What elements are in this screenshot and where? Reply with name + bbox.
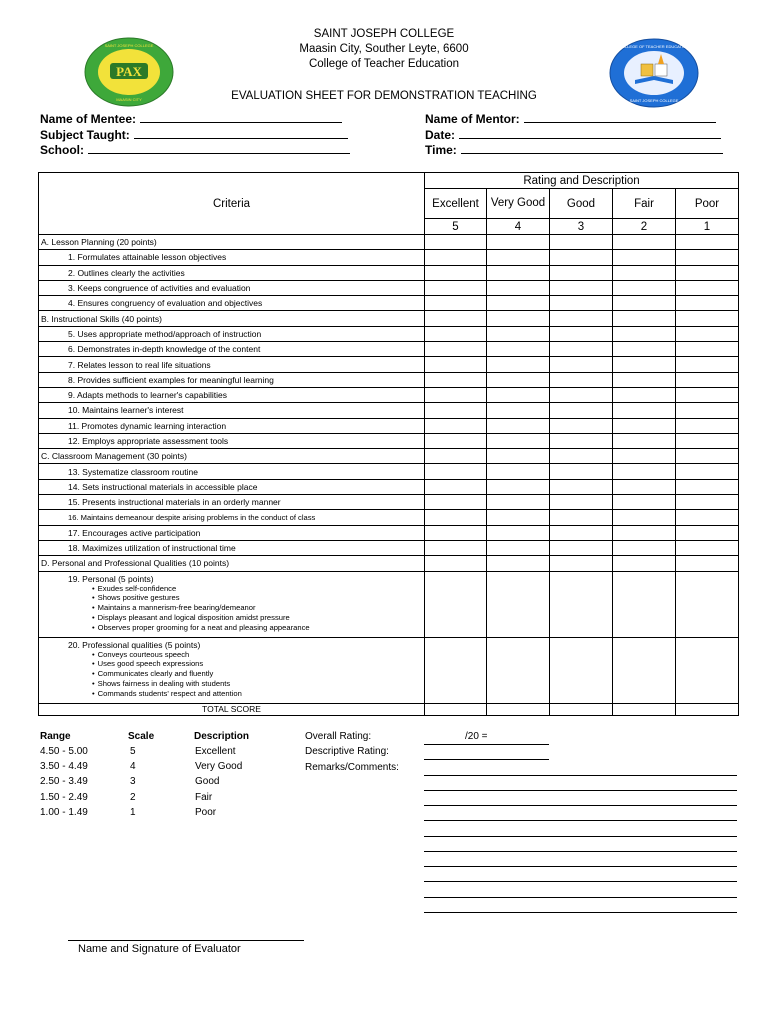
rating-cell[interactable] [613, 556, 676, 571]
rating-cell[interactable] [550, 540, 613, 555]
overall-rating-line[interactable] [424, 744, 549, 745]
overall-rating-value: /20 = [465, 731, 488, 742]
rating-cell[interactable] [425, 265, 487, 280]
rating-cell[interactable] [425, 525, 487, 540]
mentee-label: Name of Mentee: [40, 112, 137, 126]
rating-cell[interactable] [425, 703, 487, 715]
rating-cell[interactable] [550, 280, 613, 295]
legend-range: 1.00 - 1.49 [40, 806, 88, 818]
rating-cell[interactable] [487, 703, 550, 715]
rating-cell[interactable] [676, 449, 739, 464]
criterion-bullet: • Communicates clearly and fluently [92, 669, 424, 679]
remarks-line[interactable] [424, 836, 737, 837]
rating-cell[interactable] [425, 571, 487, 637]
rating-cell[interactable] [425, 449, 487, 464]
legend-scale: 1 [130, 806, 136, 818]
date-field[interactable] [425, 128, 721, 142]
rating-cell[interactable] [425, 433, 487, 448]
rating-cell[interactable] [487, 540, 550, 555]
rating-cell[interactable] [676, 265, 739, 280]
rating-cell[interactable] [676, 433, 739, 448]
criterion-item: 5. Uses appropriate method/approach of instruction [39, 326, 425, 341]
mentee-blank[interactable] [140, 112, 342, 123]
rating-cell[interactable] [487, 449, 550, 464]
rating-cell[interactable] [676, 525, 739, 540]
remarks-line[interactable] [424, 851, 737, 852]
date-blank[interactable] [459, 128, 721, 139]
column-good: Good [550, 189, 613, 219]
rating-cell[interactable] [550, 265, 613, 280]
legend-range: 4.50 - 5.00 [40, 746, 88, 757]
rating-cell[interactable] [676, 703, 739, 715]
rating-cell[interactable] [676, 280, 739, 295]
rating-cell[interactable] [676, 464, 739, 479]
rating-cell[interactable] [550, 296, 613, 311]
rating-cell[interactable] [550, 479, 613, 494]
criterion-item: 16. Maintains demeanour despite arising problems in the conduct of class [39, 510, 425, 525]
rating-cell[interactable] [550, 418, 613, 433]
legend-description: Very Good [195, 761, 243, 773]
rating-cell[interactable] [676, 571, 739, 637]
rating-cell[interactable] [425, 357, 487, 372]
criterion-item: 2. Outlines clearly the activities [39, 265, 425, 280]
legend-description: Good [195, 776, 220, 788]
criterion-item: 7. Relates lesson to real life situations [39, 357, 425, 372]
rating-cell[interactable] [613, 525, 676, 540]
criterion-bullet: • Exudes self-confidence [92, 584, 424, 594]
rating-cell[interactable] [676, 235, 739, 250]
rating-cell[interactable] [425, 235, 487, 250]
sheet-title: EVALUATION SHEET FOR DEMONSTRATION TEACHING [231, 90, 537, 102]
rating-cell[interactable] [425, 556, 487, 571]
rating-cell[interactable] [487, 495, 550, 510]
rating-cell[interactable] [550, 235, 613, 250]
rating-cell[interactable] [425, 296, 487, 311]
rating-cell[interactable] [676, 372, 739, 387]
mentee-field[interactable] [40, 112, 342, 126]
svg-text:SAINT JOSEPH COLLEGE: SAINT JOSEPH COLLEGE [104, 43, 154, 48]
criterion-item: 8. Provides sufficient examples for meaningful learning [39, 372, 425, 387]
rating-cell[interactable] [425, 479, 487, 494]
criterion-bullet: • Shows positive gestures [92, 593, 424, 603]
legend-scale: 4 [130, 761, 136, 773]
criterion-item: 1. Formulates attainable lesson objectives [39, 250, 425, 265]
svg-text:MAASIN CITY: MAASIN CITY [116, 97, 142, 102]
legend-scale-header: Scale [128, 731, 155, 742]
rating-cell[interactable] [425, 280, 487, 295]
rating-cell[interactable] [613, 296, 676, 311]
column-excellent: Excellent [425, 189, 487, 219]
rating-cell[interactable] [425, 403, 487, 418]
rating-cell[interactable] [487, 250, 550, 265]
criterion-item: 6. Demonstrates in-depth knowledge of the content [39, 342, 425, 357]
legend-range: 1.50 - 2.49 [40, 791, 88, 803]
column-fair: Fair [613, 189, 676, 219]
rating-cell[interactable] [550, 571, 613, 637]
legend-scale: 5 [130, 746, 136, 757]
criterion-item: 4. Ensures congruency of evaluation and objectives [39, 296, 425, 311]
rating-cell[interactable] [613, 280, 676, 295]
signature-line[interactable] [68, 940, 304, 941]
rating-cell[interactable] [425, 387, 487, 402]
rating-cell[interactable] [425, 495, 487, 510]
svg-text:SAINT JOSEPH COLLEGE: SAINT JOSEPH COLLEGE [629, 98, 679, 103]
criterion-bullet: • Displays pleasant and logical disposition amidst pressure [92, 613, 424, 623]
rating-cell[interactable] [487, 342, 550, 357]
school-label: School: [40, 143, 84, 157]
criterion-item: 3. Keeps congruence of activities and evaluation [39, 280, 425, 295]
criterion-item: 15. Presents instructional materials in an orderly manner [39, 495, 425, 510]
school-address: Maasin City, Souther Leyte, 6600 [299, 43, 469, 55]
rating-cell[interactable] [425, 540, 487, 555]
rating-cell[interactable] [676, 637, 739, 703]
rating-cell[interactable] [613, 495, 676, 510]
svg-text:PAX: PAX [116, 64, 142, 79]
rating-cell[interactable] [676, 495, 739, 510]
time-blank[interactable] [461, 143, 723, 154]
rating-cell[interactable] [613, 637, 676, 703]
rating-cell[interactable] [550, 250, 613, 265]
mentor-label: Name of Mentor: [425, 112, 520, 126]
rating-cell[interactable] [487, 326, 550, 341]
rating-cell[interactable] [676, 250, 739, 265]
rating-cell[interactable] [487, 464, 550, 479]
criterion-item: 10. Maintains learner's interest [39, 403, 425, 418]
rating-cell[interactable] [487, 265, 550, 280]
rating-cell[interactable] [613, 372, 676, 387]
legend-scale: 2 [130, 791, 136, 803]
subject-label: Subject Taught: [40, 128, 130, 142]
rating-cell[interactable] [550, 525, 613, 540]
school-field[interactable] [40, 143, 350, 157]
remarks-line[interactable] [424, 912, 737, 913]
rating-cell[interactable] [487, 372, 550, 387]
score-2: 2 [613, 219, 676, 235]
criterion-item: 9. Adapts methods to learner's capabilities [39, 387, 425, 402]
rating-cell[interactable] [550, 357, 613, 372]
rating-cell[interactable] [550, 387, 613, 402]
section-heading: B. Instructional Skills (40 points) [39, 311, 425, 326]
rating-cell[interactable] [676, 357, 739, 372]
rating-cell[interactable] [425, 418, 487, 433]
legend-scale: 3 [130, 776, 136, 788]
rating-cell[interactable] [613, 418, 676, 433]
school-name: SAINT JOSEPH COLLEGE [313, 28, 455, 40]
criterion-item: 14. Sets instructional materials in accessible place [39, 479, 425, 494]
college-name: College of Teacher Education [308, 58, 460, 70]
rating-cell[interactable] [487, 311, 550, 326]
criteria-header: Criteria [39, 173, 425, 235]
rating-cell[interactable] [550, 372, 613, 387]
section-heading: D. Personal and Professional Qualities (10 points) [39, 556, 425, 571]
rating-cell[interactable] [550, 495, 613, 510]
subject-field[interactable] [40, 128, 348, 142]
criterion-item: 18. Maximizes utilization of instructional time [39, 540, 425, 555]
criterion-bullet: • Uses good speech expressions [92, 659, 424, 669]
rating-cell[interactable] [613, 540, 676, 555]
criterion-bullet: • Observes proper grooming for a neat and pleasing appearance [92, 623, 424, 633]
rating-cell[interactable] [676, 387, 739, 402]
rating-cell[interactable] [676, 418, 739, 433]
rating-cell[interactable] [613, 235, 676, 250]
rating-cell[interactable] [487, 403, 550, 418]
criterion-bullet: • Shows fairness in dealing with students [92, 679, 424, 689]
rating-cell[interactable] [676, 510, 739, 525]
criterion-item: 17. Encourages active participation [39, 525, 425, 540]
legend-range-header: Range [40, 731, 71, 742]
remarks-line[interactable] [424, 820, 737, 821]
remarks-label: Remarks/Comments: [305, 762, 399, 773]
rating-cell[interactable] [676, 342, 739, 357]
score-5: 5 [425, 219, 487, 235]
legend-range: 2.50 - 3.49 [40, 776, 88, 788]
rating-cell[interactable] [613, 250, 676, 265]
legend-range: 3.50 - 4.49 [40, 761, 88, 773]
rating-cell[interactable] [550, 637, 613, 703]
remarks-line[interactable] [424, 866, 737, 867]
criterion-professional-qualities [39, 637, 425, 703]
rating-cell[interactable] [613, 265, 676, 280]
rating-cell[interactable] [425, 464, 487, 479]
descriptive-rating-line[interactable] [424, 759, 549, 760]
rating-cell[interactable] [676, 403, 739, 418]
rating-cell[interactable] [550, 556, 613, 571]
svg-text:COLLEGE OF TEACHER EDUCATION: COLLEGE OF TEACHER EDUCATION [618, 44, 690, 49]
rating-cell[interactable] [613, 510, 676, 525]
evaluation-table [38, 172, 739, 716]
remarks-line[interactable] [424, 805, 737, 806]
rating-cell[interactable] [676, 311, 739, 326]
rating-cell[interactable] [550, 326, 613, 341]
criterion-bullet: • Maintains a mannerism-free bearing/demeanor [92, 603, 424, 613]
criterion-item: 12. Employs appropriate assessment tools [39, 433, 425, 448]
rating-cell[interactable] [550, 433, 613, 448]
time-field[interactable] [425, 143, 723, 157]
rating-cell[interactable] [550, 342, 613, 357]
remarks-line[interactable] [424, 881, 737, 882]
rating-cell[interactable] [425, 637, 487, 703]
section-heading: A. Lesson Planning (20 points) [39, 235, 425, 250]
rating-cell[interactable] [613, 479, 676, 494]
rating-cell[interactable] [676, 479, 739, 494]
signature-label: Name and Signature of Evaluator [78, 943, 241, 955]
rating-cell[interactable] [613, 571, 676, 637]
rating-cell[interactable] [487, 387, 550, 402]
score-4: 4 [487, 219, 550, 235]
legend-description: Excellent [195, 746, 236, 757]
rating-cell[interactable] [487, 510, 550, 525]
overall-rating-label: Overall Rating: [305, 731, 372, 742]
remarks-line[interactable] [424, 775, 737, 776]
rating-cell[interactable] [425, 372, 487, 387]
rating-cell[interactable] [425, 326, 487, 341]
rating-cell[interactable] [487, 525, 550, 540]
rating-cell[interactable] [425, 510, 487, 525]
rating-cell[interactable] [487, 433, 550, 448]
rating-cell[interactable] [550, 703, 613, 715]
criterion-item: 13. Systematize classroom routine [39, 464, 425, 479]
rating-cell[interactable] [613, 342, 676, 357]
rating-cell[interactable] [550, 464, 613, 479]
rating-cell[interactable] [613, 449, 676, 464]
rating-cell[interactable] [425, 311, 487, 326]
rating-cell[interactable] [487, 235, 550, 250]
descriptive-rating-label: Descriptive Rating: [305, 746, 389, 757]
rating-cell[interactable] [613, 433, 676, 448]
rating-header: Rating and Description [425, 173, 739, 189]
legend-description: Poor [195, 806, 217, 818]
rating-cell[interactable] [550, 449, 613, 464]
rating-cell[interactable] [487, 571, 550, 637]
mentor-blank[interactable] [524, 112, 716, 123]
criterion-personal-qualities [39, 571, 425, 637]
total-score-label: TOTAL SCORE [39, 703, 425, 715]
score-3: 3 [550, 219, 613, 235]
rating-cell[interactable] [676, 556, 739, 571]
section-heading: C. Classroom Management (30 points) [39, 449, 425, 464]
criterion-item: 11. Promotes dynamic learning interaction [39, 418, 425, 433]
score-1: 1 [676, 219, 739, 235]
rating-cell[interactable] [487, 280, 550, 295]
rating-cell[interactable] [550, 311, 613, 326]
rating-cell[interactable] [613, 464, 676, 479]
subject-blank[interactable] [134, 128, 348, 139]
rating-cell[interactable] [676, 540, 739, 555]
rating-cell[interactable] [613, 311, 676, 326]
rating-cell[interactable] [613, 387, 676, 402]
school-blank[interactable] [88, 143, 350, 154]
criterion-bullet: • Conveys courteous speech [92, 650, 424, 660]
rating-cell[interactable] [487, 357, 550, 372]
column-very-good: Very Good [487, 189, 550, 219]
rating-cell[interactable] [676, 326, 739, 341]
legend-description: Fair [195, 791, 213, 803]
criterion-item: 19. Personal (5 points) [68, 573, 154, 584]
mentor-field[interactable] [425, 112, 716, 126]
rating-cell[interactable] [550, 403, 613, 418]
rating-cell[interactable] [425, 250, 487, 265]
rating-cell[interactable] [613, 703, 676, 715]
legend-description-header: Description [194, 731, 250, 742]
rating-cell[interactable] [613, 357, 676, 372]
rating-cell[interactable] [550, 510, 613, 525]
remarks-line[interactable] [424, 790, 737, 791]
date-label: Date: [425, 128, 456, 142]
rating-cell[interactable] [487, 637, 550, 703]
criterion-item: 20. Professional qualities (5 points) [68, 639, 201, 650]
rating-cell[interactable] [425, 342, 487, 357]
rating-cell[interactable] [487, 418, 550, 433]
rating-cell[interactable] [487, 296, 550, 311]
time-label: Time: [425, 143, 457, 157]
criterion-bullet: • Commands students' respect and attention [92, 689, 424, 699]
rating-cell[interactable] [487, 479, 550, 494]
rating-cell[interactable] [676, 296, 739, 311]
rating-cell[interactable] [487, 556, 550, 571]
remarks-line[interactable] [424, 897, 737, 898]
column-poor: Poor [676, 189, 739, 219]
rating-cell[interactable] [613, 403, 676, 418]
rating-cell[interactable] [613, 326, 676, 341]
